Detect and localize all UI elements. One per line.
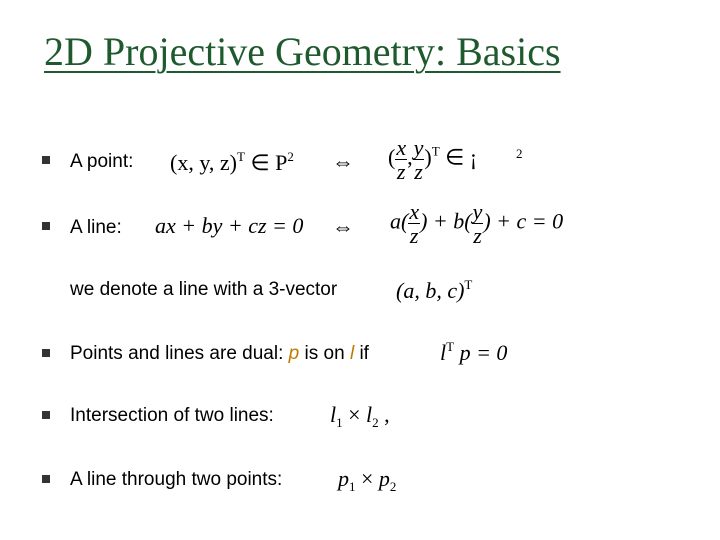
incidence-equation: $l^T$ p = 0: [440, 339, 508, 365]
fraction-x-over-z: $\frac{x}{z}$: [409, 199, 420, 249]
bullet-marker: [42, 222, 50, 230]
fraction-x-over-z: $\frac{x}{z}$: [396, 135, 407, 185]
point-cross-product: $p_1 \times p_2$: [338, 466, 397, 494]
bullet-marker: [42, 156, 50, 164]
line-through-points-label: A line through two points:: [70, 469, 283, 490]
point-inhomogeneous-formula: ( $\frac{x}{z}$ , $\frac{y}{z}$ )$^T$ ∈ ¡: [388, 135, 478, 185]
intersection-label: Intersection of two lines:: [70, 405, 274, 426]
duality-statement: Points and lines are dual: p is on l if: [70, 343, 369, 364]
line-vector-formula: (a, b, c)$^T$: [396, 277, 473, 303]
bullet-marker: [42, 411, 50, 419]
real-plane-dim-sup: 2: [516, 146, 523, 161]
transpose-sup: T: [237, 149, 245, 164]
line-label: A line:: [70, 217, 122, 238]
fraction-y-over-z: $\frac{y}{z}$: [413, 135, 424, 185]
space-dim-sup: 2: [287, 149, 294, 164]
equivalence-symbol: ⇔: [332, 214, 354, 239]
line-l-highlight: l: [349, 343, 355, 364]
point-homogeneous-formula: [170, 150, 294, 174]
fraction-y-over-z: $\frac{y}{z}$: [472, 199, 483, 249]
point-p-highlight: p: [288, 343, 300, 364]
real-plane-symbol: ∈ ¡: [445, 144, 478, 170]
projective-space: ∈ P: [250, 150, 288, 175]
line-equation: ax + by + cz = 0: [155, 213, 304, 238]
page-title: 2D Projective Geometry: Basics: [44, 29, 561, 74]
point-vector: (x, y, z): [170, 150, 237, 175]
bullet-marker: [42, 349, 50, 357]
equivalence-symbol: ⇔: [332, 149, 354, 174]
line-cross-product: $l_1 \times l_2$ ,: [330, 402, 390, 430]
bullet-marker: [42, 475, 50, 483]
point-label: A point:: [70, 151, 134, 172]
line-vector-note: we denote a line with a 3-vector: [70, 279, 338, 300]
line-inhomogeneous-equation: a( $\frac{x}{z}$ ) + b( $\frac{y}{z}$ ) + c = 0: [390, 199, 564, 249]
